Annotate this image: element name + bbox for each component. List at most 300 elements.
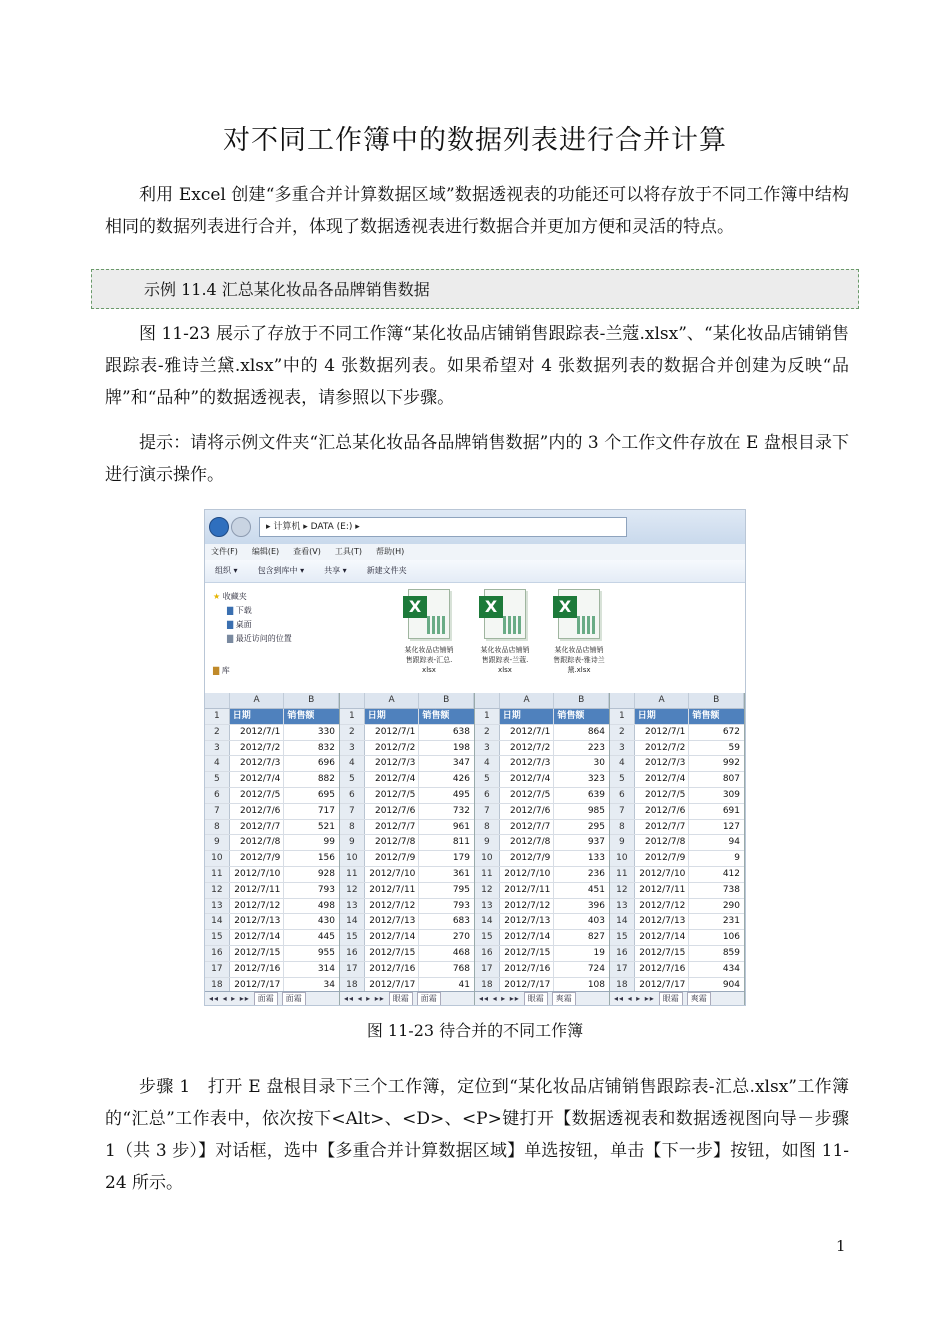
date-cell[interactable]: 2012/7/10: [500, 867, 555, 882]
table-row: [205, 851, 339, 867]
sales-cell[interactable]: 41: [458, 979, 470, 990]
row-number: 9: [340, 835, 365, 850]
file-lancome[interactable]: X 某化妆品店铺销 售跟踪表-兰蔻. xlsx: [469, 589, 541, 675]
table-row: [205, 756, 339, 772]
table-row: [340, 804, 474, 820]
table-row: [610, 883, 744, 899]
column-header[interactable]: B: [419, 693, 474, 708]
table-row: [205, 788, 339, 804]
sales-cell[interactable]: 133: [587, 853, 605, 864]
row-number: 7: [340, 804, 365, 819]
sales-cell[interactable]: 347: [452, 758, 470, 769]
row-number: 8: [610, 820, 635, 835]
sales-cell[interactable]: 295: [587, 821, 605, 832]
sales-cell[interactable]: 811: [452, 837, 470, 848]
row-number: 4: [205, 756, 230, 771]
date-cell[interactable]: 2012/7/5: [635, 788, 690, 803]
sheet-tab[interactable]: 爽霜: [687, 992, 711, 1006]
sales-cell[interactable]: 108: [587, 979, 605, 990]
table-row: [340, 962, 474, 978]
step-paragraph: 步骤 1 打开 E 盘根目录下三个工作簿，定位到“某化妆品店铺销售跟踪表-汇总.xlsx”工作簿的“汇总”工作表中，依次按下<Alt>、<D>、<P>键打开【数据透视表和数据透视图向导－步骤 1（共 3 步）】对话框，选中【多重合并计算数据区域】单选按钮，单击【下一步】按钮，如图 11-24 所示。: [105, 1077, 849, 1193]
row-number: 13: [475, 899, 500, 914]
sheet-nav-arrows[interactable]: ◂◂ ◂ ▸ ▸▸: [614, 994, 655, 1003]
row-number: 16: [475, 946, 500, 961]
table-row: [610, 804, 744, 820]
table-row: [340, 835, 474, 851]
date-cell[interactable]: 2012/7/14: [500, 930, 555, 945]
row-number: 7: [475, 804, 500, 819]
date-cell[interactable]: 2012/7/3: [365, 756, 420, 771]
date-cell[interactable]: 2012/7/15: [230, 946, 285, 961]
date-cell[interactable]: 2012/7/14: [635, 930, 690, 945]
table-row: [340, 914, 474, 930]
header-cell[interactable]: 日期: [365, 709, 420, 724]
date-cell[interactable]: 2012/7/13: [365, 914, 420, 929]
sales-cell[interactable]: 904: [722, 979, 740, 990]
date-cell[interactable]: 2012/7/11: [635, 883, 690, 898]
date-cell[interactable]: 2012/7/14: [230, 930, 285, 945]
table-row: [340, 851, 474, 867]
sales-cell[interactable]: 638: [452, 726, 470, 737]
date-cell[interactable]: 2012/7/16: [230, 962, 285, 977]
row-number: 15: [205, 930, 230, 945]
table-row: [340, 820, 474, 836]
sales-cell[interactable]: 156: [317, 853, 335, 864]
table-row: [205, 804, 339, 820]
sales-cell[interactable]: 768: [452, 963, 470, 974]
share-button[interactable]: 共享 ▾: [324, 566, 347, 575]
tip-paragraph: 提示：请将示例文件夹“汇总某化妆品各品牌销售数据”内的 3 个工作文件存放在 E 盘根目录下进行演示操作。: [105, 433, 849, 485]
sales-cell[interactable]: 19: [593, 947, 605, 958]
sheet-nav-arrows[interactable]: ◂◂ ◂ ▸ ▸▸: [344, 994, 385, 1003]
figure-caption: 图 11-23 待合并的不同工作簿: [366, 1021, 584, 1040]
date-cell[interactable]: 2012/7/2: [365, 741, 420, 756]
sales-cell[interactable]: 928: [317, 868, 335, 879]
sales-cell[interactable]: 396: [587, 900, 605, 911]
table-row: [475, 725, 609, 741]
table-row: [610, 835, 744, 851]
row-number: 5: [340, 772, 365, 787]
date-cell[interactable]: 2012/7/12: [635, 899, 690, 914]
sales-cell[interactable]: 498: [317, 900, 335, 911]
date-cell[interactable]: 2012/7/13: [635, 914, 690, 929]
column-header[interactable]: B: [284, 693, 339, 708]
row-number: 14: [610, 914, 635, 929]
row-number: 8: [475, 820, 500, 835]
sales-cell[interactable]: 521: [317, 821, 335, 832]
date-cell[interactable]: 2012/7/16: [635, 962, 690, 977]
sales-cell[interactable]: 882: [317, 774, 335, 785]
row-number: 17: [205, 962, 230, 977]
date-cell[interactable]: 2012/7/11: [230, 883, 285, 898]
sales-cell[interactable]: 434: [722, 963, 740, 974]
date-cell[interactable]: 2012/7/17: [365, 978, 420, 993]
sheet-tabs: [205, 991, 339, 1005]
table-row: [475, 883, 609, 899]
date-cell[interactable]: 2012/7/14: [365, 930, 420, 945]
row-number: 4: [340, 756, 365, 771]
row-number: 2: [610, 725, 635, 740]
sales-cell[interactable]: 223: [587, 742, 605, 753]
row-number: 4: [475, 756, 500, 771]
table-row: [340, 930, 474, 946]
favorites-item[interactable]: ★ 收藏夹: [213, 592, 247, 601]
date-cell[interactable]: 2012/7/2: [230, 741, 285, 756]
sales-cell[interactable]: 99: [323, 837, 335, 848]
date-cell[interactable]: 2012/7/3: [635, 756, 690, 771]
sales-cell[interactable]: 937: [587, 837, 605, 848]
row-number: 5: [610, 772, 635, 787]
file-summary[interactable]: X 某化妆品店铺销 售跟踪表-汇总. xlsx: [393, 589, 465, 675]
header-cell[interactable]: 销售额: [689, 709, 744, 724]
table-header-row: 1 日期 销售额: [340, 709, 474, 725]
recent-icon: ▇: [227, 634, 234, 643]
table-row: [475, 835, 609, 851]
sales-cell[interactable]: 691: [722, 805, 740, 816]
date-cell[interactable]: 2012/7/7: [365, 820, 420, 835]
forward-icon[interactable]: [231, 517, 251, 537]
sheet-tab[interactable]: 面霜: [282, 992, 306, 1006]
date-cell[interactable]: 2012/7/9: [635, 851, 690, 866]
table-row: [340, 725, 474, 741]
download-icon: ▇: [227, 606, 234, 615]
table-row: [205, 930, 339, 946]
header-cell[interactable]: 日期: [230, 709, 285, 724]
recent-item[interactable]: ▇ 最近访问的位置: [227, 634, 292, 643]
date-cell[interactable]: 2012/7/4: [635, 772, 690, 787]
sales-cell[interactable]: 361: [452, 868, 470, 879]
table-row: [340, 899, 474, 915]
sales-cell[interactable]: 106: [722, 932, 740, 943]
sales-cell[interactable]: 30: [593, 758, 605, 769]
date-cell[interactable]: 2012/7/16: [500, 962, 555, 977]
sales-cell[interactable]: 127: [722, 821, 740, 832]
date-cell[interactable]: 2012/7/8: [635, 835, 690, 850]
date-cell[interactable]: 2012/7/13: [230, 914, 285, 929]
menu-edit[interactable]: 编辑(E): [251, 547, 280, 556]
date-cell[interactable]: 2012/7/11: [365, 883, 420, 898]
menu-bar: [205, 544, 745, 560]
row-number: 9: [205, 835, 230, 850]
sales-cell[interactable]: 992: [722, 758, 740, 769]
date-cell[interactable]: 2012/7/6: [500, 804, 555, 819]
worksheet: [205, 693, 340, 1005]
sales-cell[interactable]: 864: [587, 726, 605, 737]
date-cell[interactable]: 2012/7/6: [365, 804, 420, 819]
table-row: [610, 725, 744, 741]
sales-cell[interactable]: 468: [452, 947, 470, 958]
date-cell[interactable]: 2012/7/9: [230, 851, 285, 866]
description-paragraph: 图 11-23 展示了存放于不同工作簿“某化妆品店铺销售跟踪表-兰蔻.xlsx”、“某化妆品店铺销售跟踪表-雅诗兰黛.xlsx”中的 4 张数据列表。如果希望对 4 张数据列表的数据合并创建为反映“品牌”和“品种”的数据透视表，请参照以下步骤。: [105, 324, 849, 408]
date-cell[interactable]: 2012/7/2: [635, 741, 690, 756]
sales-cell[interactable]: 495: [452, 789, 470, 800]
row-number: 10: [610, 851, 635, 866]
row-number: 9: [475, 835, 500, 850]
sales-cell[interactable]: 793: [452, 900, 470, 911]
date-cell[interactable]: 2012/7/15: [500, 946, 555, 961]
table-header-row: 1 日期 销售额: [610, 709, 744, 725]
date-cell[interactable]: 2012/7/10: [230, 867, 285, 882]
column-header[interactable]: B: [689, 693, 744, 708]
table-row: [340, 946, 474, 962]
sheet-tab[interactable]: 眼霜: [659, 992, 683, 1006]
table-row: [610, 946, 744, 962]
table-row: [340, 772, 474, 788]
date-cell[interactable]: 2012/7/1: [230, 725, 285, 740]
sales-cell[interactable]: 430: [317, 916, 335, 927]
sales-cell[interactable]: 695: [317, 789, 335, 800]
column-header[interactable]: A: [500, 693, 555, 708]
table-row: [475, 804, 609, 820]
column-header[interactable]: A: [365, 693, 420, 708]
sales-cell[interactable]: 738: [722, 884, 740, 895]
row-number: 11: [340, 867, 365, 882]
date-cell[interactable]: 2012/7/10: [365, 867, 420, 882]
sales-cell[interactable]: 717: [317, 805, 335, 816]
sales-cell[interactable]: 403: [587, 916, 605, 927]
sales-cell[interactable]: 330: [317, 726, 335, 737]
date-cell[interactable]: 2012/7/3: [230, 756, 285, 771]
sheet-tab[interactable]: 面霜: [254, 992, 278, 1006]
sales-cell[interactable]: 793: [317, 884, 335, 895]
table-row: [610, 820, 744, 836]
menu-view[interactable]: 查看(V): [293, 547, 321, 556]
column-header[interactable]: B: [554, 693, 609, 708]
row-number: 5: [475, 772, 500, 787]
menu-file[interactable]: 文件(F): [211, 547, 238, 556]
date-cell[interactable]: 2012/7/4: [500, 772, 555, 787]
menu-help[interactable]: 帮助(H): [376, 547, 405, 556]
date-cell[interactable]: 2012/7/8: [230, 835, 285, 850]
sales-cell[interactable]: 9: [734, 853, 740, 864]
worksheets: [205, 693, 745, 1005]
sales-cell[interactable]: 309: [722, 789, 740, 800]
row-number: 6: [610, 788, 635, 803]
row-number: 10: [205, 851, 230, 866]
intro-paragraph: 利用 Excel 创建“多重合并计算数据区域”数据透视表的功能还可以将存放于不同工作簿中结构相同的数据列表进行合并，体现了数据透视表进行数据合并更加方便和灵活的特点。: [105, 185, 849, 237]
row-number: 16: [610, 946, 635, 961]
sales-cell[interactable]: 672: [722, 726, 740, 737]
page-title: 对不同工作簿中的数据列表进行合并计算: [223, 125, 727, 156]
row-number: 17: [475, 962, 500, 977]
sales-cell[interactable]: 724: [587, 963, 605, 974]
sales-cell[interactable]: 985: [587, 805, 605, 816]
sales-cell[interactable]: 832: [317, 742, 335, 753]
table-row: [610, 772, 744, 788]
sales-cell[interactable]: 795: [452, 884, 470, 895]
date-cell[interactable]: 2012/7/11: [500, 883, 555, 898]
row-number: 7: [205, 804, 230, 819]
table-row: [205, 899, 339, 915]
table-row: [205, 883, 339, 899]
address-field[interactable]: ▸ 计算机 ▸ DATA (E:) ▸: [259, 517, 627, 537]
row-number: 4: [610, 756, 635, 771]
sales-cell[interactable]: 696: [317, 758, 335, 769]
row-number: 14: [205, 914, 230, 929]
date-cell[interactable]: 2012/7/8: [365, 835, 420, 850]
explorer-toolbar: [205, 560, 745, 583]
row-number: 13: [610, 899, 635, 914]
date-cell[interactable]: 2012/7/17: [230, 978, 285, 993]
sales-cell[interactable]: 270: [452, 932, 470, 943]
date-cell[interactable]: 2012/7/1: [500, 725, 555, 740]
table-row: [610, 867, 744, 883]
date-cell[interactable]: 2012/7/2: [500, 741, 555, 756]
column-header[interactable]: A: [635, 693, 690, 708]
sales-cell[interactable]: 314: [317, 963, 335, 974]
sales-cell[interactable]: 732: [452, 805, 470, 816]
sales-cell[interactable]: 290: [722, 900, 740, 911]
sheet-tab[interactable]: 面霜: [417, 992, 441, 1006]
header-cell[interactable]: 日期: [500, 709, 555, 724]
column-header-row: [205, 693, 339, 709]
date-cell[interactable]: 2012/7/17: [500, 978, 555, 993]
table-row: [610, 741, 744, 757]
date-cell[interactable]: 2012/7/1: [635, 725, 690, 740]
date-cell[interactable]: 2012/7/7: [635, 820, 690, 835]
sales-cell[interactable]: 807: [722, 774, 740, 785]
row-number: 10: [475, 851, 500, 866]
sales-cell[interactable]: 451: [587, 884, 605, 895]
date-cell[interactable]: 2012/7/9: [500, 851, 555, 866]
row-number: 3: [340, 741, 365, 756]
sheet-nav-arrows[interactable]: ◂◂ ◂ ▸ ▸▸: [209, 994, 250, 1003]
header-cell[interactable]: 销售额: [554, 709, 609, 724]
date-cell[interactable]: 2012/7/15: [635, 946, 690, 961]
sheet-nav-arrows[interactable]: ◂◂ ◂ ▸ ▸▸: [479, 994, 520, 1003]
table-row: [610, 962, 744, 978]
column-header-row: [475, 693, 609, 709]
table-row: [205, 772, 339, 788]
worksheet: [475, 693, 610, 1005]
date-cell[interactable]: 2012/7/9: [365, 851, 420, 866]
header-cell[interactable]: 销售额: [419, 709, 474, 724]
table-row: [610, 930, 744, 946]
table-row: [475, 962, 609, 978]
row-number: 5: [205, 772, 230, 787]
date-cell[interactable]: 2012/7/10: [635, 867, 690, 882]
organize-button[interactable]: 组织 ▾: [215, 566, 238, 575]
date-cell[interactable]: 2012/7/4: [230, 772, 285, 787]
back-icon[interactable]: [209, 517, 229, 537]
sales-cell[interactable]: 231: [722, 916, 740, 927]
row-number: 14: [340, 914, 365, 929]
table-row: [610, 756, 744, 772]
column-header[interactable]: A: [230, 693, 285, 708]
sheet-tab[interactable]: 眼霜: [389, 992, 413, 1006]
sales-cell[interactable]: 34: [323, 979, 335, 990]
sheet-tab[interactable]: 眼霜: [524, 992, 548, 1006]
library-icon: ▇: [213, 666, 220, 675]
header-cell[interactable]: 日期: [635, 709, 690, 724]
date-cell[interactable]: 2012/7/8: [500, 835, 555, 850]
date-cell[interactable]: 2012/7/6: [635, 804, 690, 819]
sales-cell[interactable]: 426: [452, 774, 470, 785]
star-icon: ★: [213, 592, 221, 601]
sales-cell[interactable]: 59: [728, 742, 740, 753]
sales-cell[interactable]: 961: [452, 821, 470, 832]
row-number: 18: [205, 978, 230, 993]
library-item[interactable]: ▇ 库: [213, 666, 230, 675]
row-number: 2: [475, 725, 500, 740]
sales-cell[interactable]: 955: [317, 947, 335, 958]
menu-tools[interactable]: 工具(T): [334, 547, 362, 556]
downloads-item[interactable]: ▇ 下载: [227, 606, 252, 615]
date-cell[interactable]: 2012/7/5: [365, 788, 420, 803]
sales-cell[interactable]: 445: [317, 932, 335, 943]
table-row: [340, 867, 474, 883]
column-header-row: [340, 693, 474, 709]
date-cell[interactable]: 2012/7/6: [230, 804, 285, 819]
sales-cell[interactable]: 198: [452, 742, 470, 753]
row-number: 12: [610, 883, 635, 898]
sales-cell[interactable]: 94: [728, 837, 740, 848]
date-cell[interactable]: 2012/7/1: [365, 725, 420, 740]
row-number: 3: [475, 741, 500, 756]
table-header-row: 1 日期 销售额: [205, 709, 339, 725]
date-cell[interactable]: 2012/7/7: [230, 820, 285, 835]
sales-cell[interactable]: 412: [722, 868, 740, 879]
file-list: [385, 583, 745, 691]
sales-cell[interactable]: 179: [452, 853, 470, 864]
table-row: [475, 914, 609, 930]
new-folder-button[interactable]: 新建文件夹: [366, 566, 407, 575]
include-library-button[interactable]: 包含到库中 ▾: [257, 566, 305, 575]
row-number: 11: [610, 867, 635, 882]
desktop-item[interactable]: ▇ 桌面: [227, 620, 252, 629]
example-box: 示例 11.4 汇总某化妆品各品牌销售数据: [91, 269, 859, 309]
table-row: [475, 756, 609, 772]
row-number: 6: [475, 788, 500, 803]
row-number: 10: [340, 851, 365, 866]
date-cell[interactable]: 2012/7/15: [365, 946, 420, 961]
date-cell[interactable]: 2012/7/7: [500, 820, 555, 835]
date-cell[interactable]: 2012/7/5: [500, 788, 555, 803]
table-row: [205, 867, 339, 883]
desktop-icon: ▇: [227, 620, 234, 629]
date-cell[interactable]: 2012/7/12: [500, 899, 555, 914]
row-number: 18: [475, 978, 500, 993]
row-number: 3: [610, 741, 635, 756]
date-cell[interactable]: 2012/7/3: [500, 756, 555, 771]
date-cell[interactable]: 2012/7/4: [365, 772, 420, 787]
excel-file-icon: X: [558, 589, 600, 639]
sales-cell[interactable]: 236: [587, 868, 605, 879]
table-row: [475, 772, 609, 788]
date-cell[interactable]: 2012/7/12: [365, 899, 420, 914]
sheet-tab[interactable]: 爽霜: [552, 992, 576, 1006]
date-cell[interactable]: 2012/7/12: [230, 899, 285, 914]
table-row: [205, 725, 339, 741]
date-cell[interactable]: 2012/7/5: [230, 788, 285, 803]
sales-cell[interactable]: 639: [587, 789, 605, 800]
row-number: 3: [205, 741, 230, 756]
sales-cell[interactable]: 683: [452, 916, 470, 927]
file-estee-lauder[interactable]: X 某化妆品店铺销 售跟踪表-雅诗兰 黛.xlsx: [543, 589, 615, 675]
excel-file-icon: X: [484, 589, 526, 639]
date-cell[interactable]: 2012/7/13: [500, 914, 555, 929]
header-cell[interactable]: 销售额: [284, 709, 339, 724]
sales-cell[interactable]: 323: [587, 774, 605, 785]
sales-cell[interactable]: 827: [587, 932, 605, 943]
date-cell[interactable]: 2012/7/17: [635, 978, 690, 993]
table-row: [340, 883, 474, 899]
sales-cell[interactable]: 859: [722, 947, 740, 958]
date-cell[interactable]: 2012/7/16: [365, 962, 420, 977]
table-row: [475, 946, 609, 962]
table-row: [205, 820, 339, 836]
row-number: 14: [475, 914, 500, 929]
